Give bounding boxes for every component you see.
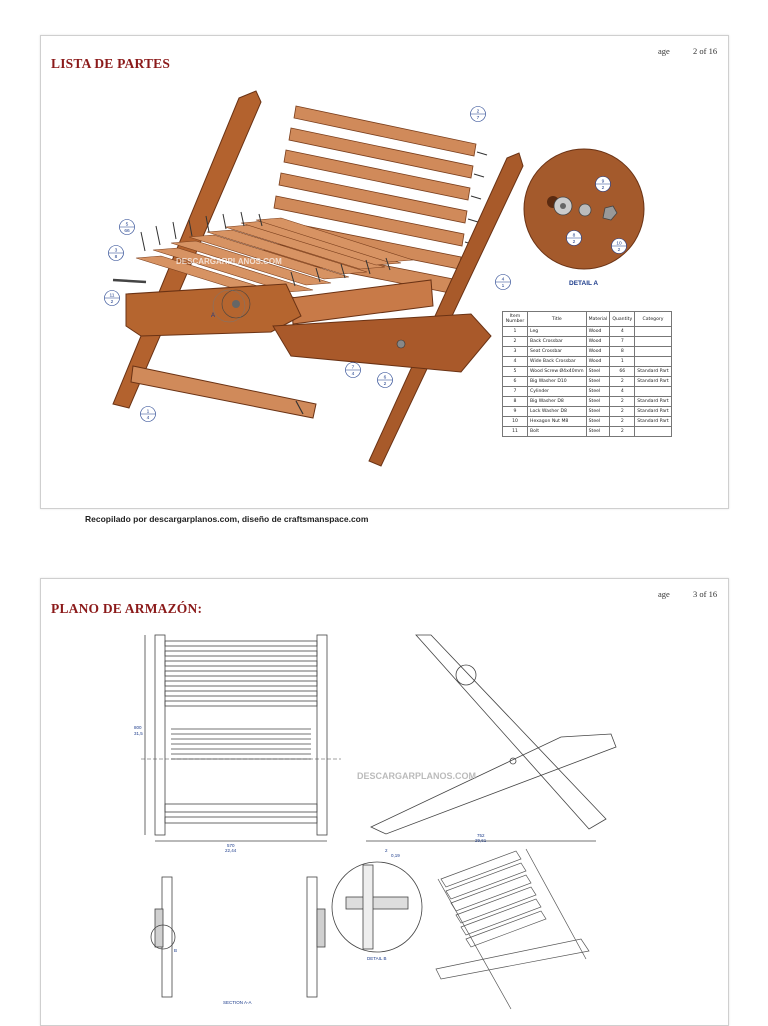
bom-cell: Standard Part bbox=[635, 367, 671, 377]
front-width-dim: 570 bbox=[227, 843, 235, 848]
front-height-inch: 31,5 bbox=[134, 731, 143, 736]
bom-cell: 9 bbox=[503, 407, 528, 417]
bom-cell: 8 bbox=[503, 397, 528, 407]
bom-row bbox=[503, 337, 672, 347]
bom-cell: 3 bbox=[503, 347, 528, 357]
callout-label: 2 bbox=[601, 186, 605, 191]
bom-cell: 7 bbox=[503, 387, 528, 397]
bom-cell: Standard Part bbox=[635, 377, 671, 387]
bom-cell: Seat Crossbar bbox=[528, 347, 587, 357]
bom-cell: 2 bbox=[610, 377, 635, 387]
front-foot-bar bbox=[131, 366, 316, 418]
callout-label: 8 bbox=[114, 255, 118, 260]
bom-cell: 11 bbox=[503, 427, 528, 437]
bom-cell: Wood bbox=[586, 357, 610, 367]
bom-cell: Lock Washer D8 bbox=[528, 407, 587, 417]
bom-row bbox=[503, 427, 672, 437]
page-title: PLANO DE ARMAZÓN: bbox=[51, 601, 203, 616]
callout-label: 2 bbox=[383, 382, 387, 387]
bom-row bbox=[503, 327, 672, 337]
bom-cell: Steel bbox=[586, 427, 610, 437]
bom-cell: 7 bbox=[610, 337, 635, 347]
bom-cell: 5 bbox=[503, 367, 528, 377]
isometric-view bbox=[436, 849, 589, 1009]
bom-cell: Wide Back Crossbar bbox=[528, 357, 587, 367]
bom-cell: Steel bbox=[586, 377, 610, 387]
watermark: DESCARGARPLANOS.COM bbox=[357, 771, 477, 781]
callout-label: 2 bbox=[572, 240, 576, 245]
bom-cell: Leg bbox=[528, 327, 587, 337]
bom-cell: 1 bbox=[503, 327, 528, 337]
front-height-dim: 800 bbox=[134, 725, 142, 730]
bom-cell: 66 bbox=[610, 367, 635, 377]
side-width-dim: 752 bbox=[477, 833, 485, 838]
bom-cell: Standard Part bbox=[635, 407, 671, 417]
bom-header: Quantity bbox=[610, 312, 635, 327]
credit-line: Recopilado por descargarplanos.com, diseño de craftsmanspace.com bbox=[85, 514, 369, 524]
watermark: DESCARGARPLANOS.COM bbox=[176, 257, 282, 266]
bom-cell bbox=[635, 347, 671, 357]
detail-a-label: DETAIL A bbox=[569, 280, 599, 287]
bom-cell: 2 bbox=[610, 407, 635, 417]
callout-label: 5 bbox=[125, 222, 129, 228]
chair-exploded-view bbox=[41, 36, 728, 508]
bom-cell: Wood bbox=[586, 337, 610, 347]
detail-b-dim: 2 bbox=[385, 848, 388, 853]
bom-cell: 2 bbox=[503, 337, 528, 347]
callout-label: 1 bbox=[501, 284, 505, 289]
bom-cell bbox=[635, 387, 671, 397]
bom-header: Material bbox=[586, 312, 610, 327]
bom-cell: Wood bbox=[586, 347, 610, 357]
bom-header: Category bbox=[635, 312, 671, 327]
bom-cell: Steel bbox=[586, 387, 610, 397]
callout-label: 66 bbox=[124, 229, 130, 234]
bom-cell: Wood bbox=[586, 327, 610, 337]
bom-row bbox=[503, 417, 672, 427]
callout-label: 10 bbox=[616, 241, 622, 247]
bill-of-materials bbox=[502, 311, 672, 437]
callout-label: 2 bbox=[110, 300, 114, 305]
bom-cell: 2 bbox=[610, 417, 635, 427]
detail-b-marker: B bbox=[174, 948, 178, 953]
bom-cell: 4 bbox=[610, 387, 635, 397]
bom-cell: 4 bbox=[610, 327, 635, 337]
bom-cell: 6 bbox=[503, 377, 528, 387]
callout-label: 8 bbox=[572, 233, 576, 239]
bom-cell: 8 bbox=[610, 347, 635, 357]
frame-drawings bbox=[41, 579, 728, 1025]
bom-cell: Big Washer D8 bbox=[528, 397, 587, 407]
side-width-inch: 29,61 bbox=[475, 838, 487, 843]
bom-row bbox=[503, 377, 672, 387]
detail-b-view bbox=[332, 862, 422, 952]
section-label: SECTION A-A bbox=[223, 1000, 252, 1005]
bom-row bbox=[503, 387, 672, 397]
bom-cell: Cylinder bbox=[528, 387, 587, 397]
bom-cell: 2 bbox=[610, 427, 635, 437]
bom-header-row bbox=[503, 312, 672, 327]
bom-header: Item Number bbox=[503, 312, 528, 327]
front-width-inch: 22,44 bbox=[225, 848, 237, 853]
bom-cell bbox=[635, 427, 671, 437]
section-a-a bbox=[151, 877, 325, 997]
bom-cell bbox=[635, 337, 671, 347]
callout-label: 4 bbox=[351, 372, 355, 377]
bom-cell: Steel bbox=[586, 367, 610, 377]
page-number: 2 of 16 bbox=[693, 46, 718, 56]
callout-label: 2 bbox=[617, 248, 621, 253]
parts-list-page bbox=[40, 35, 729, 509]
callout-label: 2 bbox=[476, 109, 480, 115]
callout-label: 11 bbox=[109, 293, 115, 299]
bom-cell: Steel bbox=[586, 417, 610, 427]
bom-row bbox=[503, 357, 672, 367]
frame-plan-page bbox=[40, 578, 729, 1026]
bom-cell: Steel bbox=[586, 397, 610, 407]
bom-cell: Big Washer D10 bbox=[528, 377, 587, 387]
bom-cell: Hexagon Nut M8 bbox=[528, 417, 587, 427]
callout-label: 4 bbox=[501, 277, 505, 283]
page-number: 3 of 16 bbox=[693, 589, 718, 599]
bom-cell bbox=[635, 357, 671, 367]
page-prefix: age bbox=[658, 46, 670, 56]
bom-row bbox=[503, 347, 672, 357]
page-prefix: age bbox=[658, 589, 670, 599]
bom-row bbox=[503, 397, 672, 407]
view-a-marker: A bbox=[211, 313, 216, 319]
page-title: LISTA DE PARTES bbox=[51, 56, 171, 71]
callout-label: 9 bbox=[601, 179, 605, 185]
bom-cell: 2 bbox=[610, 397, 635, 407]
bom-cell: Wood Screw Ø4x40mm bbox=[528, 367, 587, 377]
callout-label: 7 bbox=[351, 365, 355, 371]
callout-label: 4 bbox=[146, 416, 150, 421]
bom-cell bbox=[635, 327, 671, 337]
bom-cell: 4 bbox=[503, 357, 528, 367]
bom-cell: 10 bbox=[503, 417, 528, 427]
callout-label: 1 bbox=[146, 409, 150, 415]
bom-cell: Steel bbox=[586, 407, 610, 417]
front-view bbox=[141, 635, 341, 841]
bom-cell: Back Crossbar bbox=[528, 337, 587, 347]
detail-a-view bbox=[524, 149, 644, 269]
bom-cell: Standard Part bbox=[635, 417, 671, 427]
bom-row bbox=[503, 407, 672, 417]
side-view bbox=[366, 635, 616, 841]
bom-cell: 1 bbox=[610, 357, 635, 367]
bom-row bbox=[503, 367, 672, 377]
detail-b-label: DETAIL B bbox=[367, 956, 387, 961]
callout-label: 6 bbox=[383, 375, 387, 381]
callout-label: 7 bbox=[476, 116, 480, 121]
bom-cell: Bolt bbox=[528, 427, 587, 437]
callout-label: 3 bbox=[114, 248, 118, 254]
bom-header: Title bbox=[528, 312, 587, 327]
bom-cell: Standard Part bbox=[635, 397, 671, 407]
detail-b-inch: 0,19 bbox=[391, 853, 400, 858]
